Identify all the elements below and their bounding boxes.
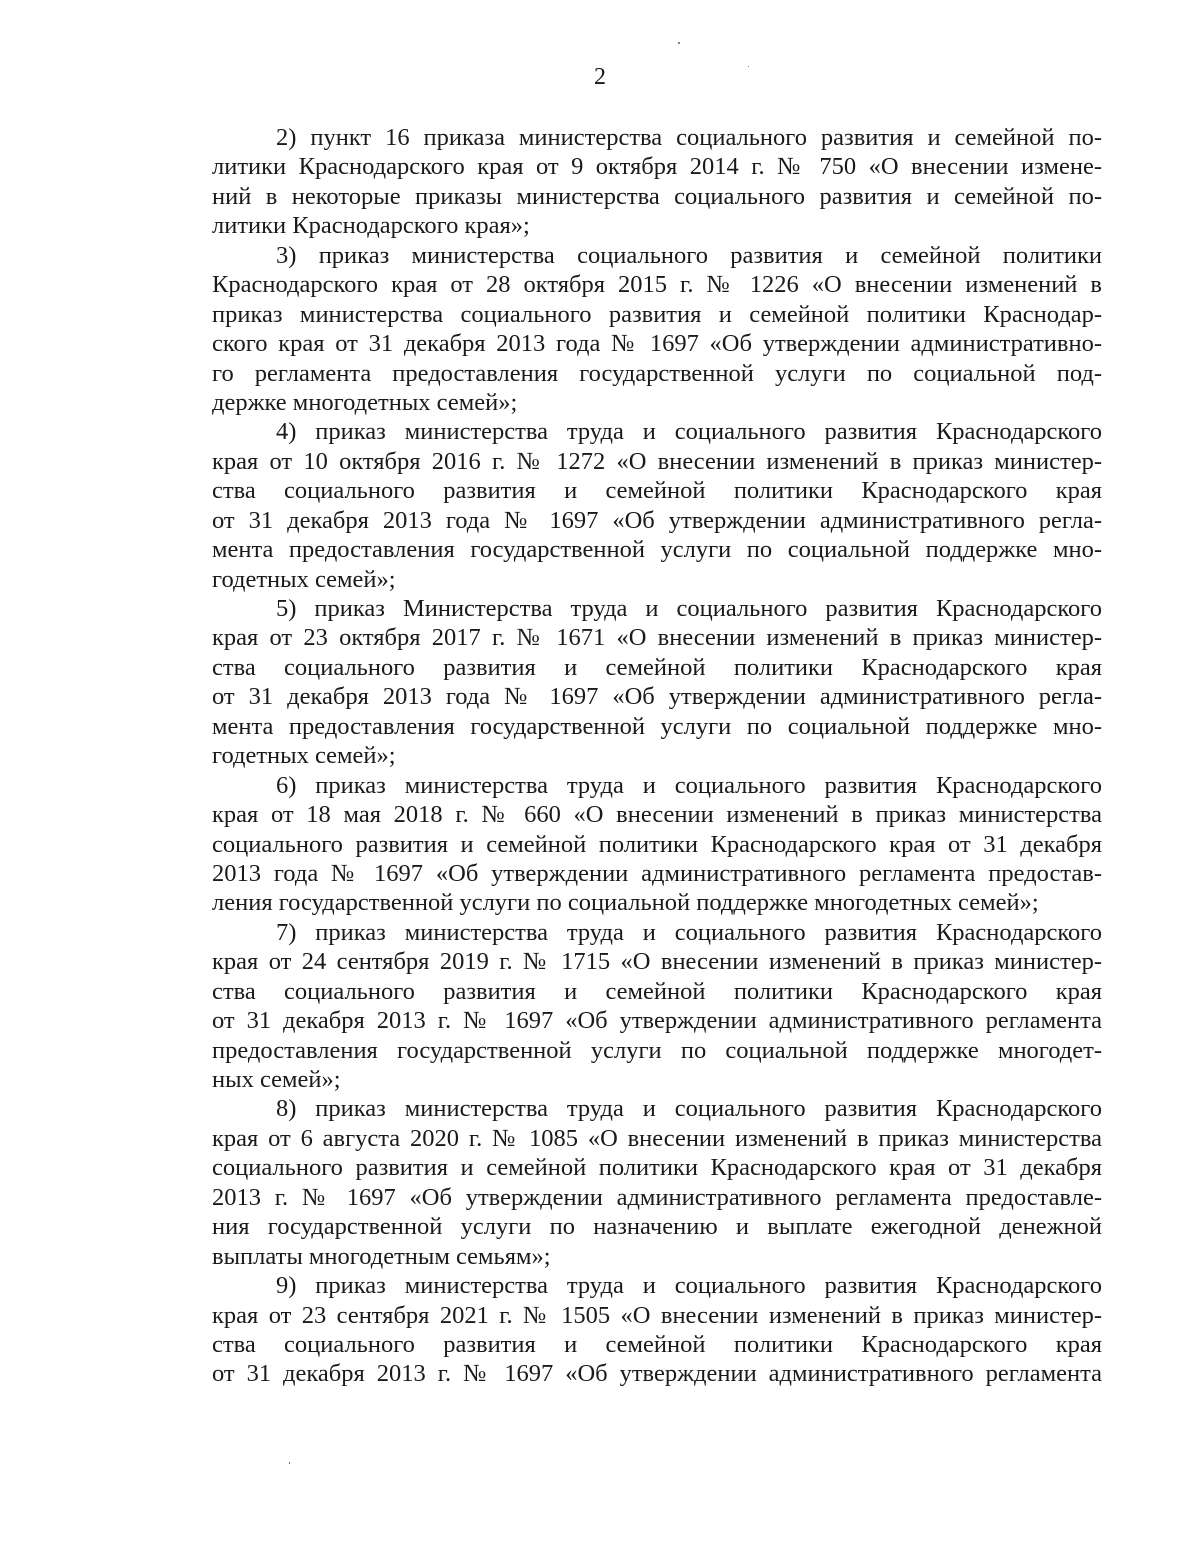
- text-line: 5) приказ Министерства труда и социального развития Краснодарского: [276, 595, 1102, 622]
- text-line: 9) приказ министерства труда и социального развития Краснодарского: [276, 1272, 1102, 1300]
- text-line: ства социального развития и семейной политики Краснодарского края: [212, 653, 1102, 681]
- text-line: края от 6 августа 2020 г. № 1085 «О внесении изменений в приказ министерства: [212, 1124, 1102, 1152]
- scan-speck: [678, 42, 680, 44]
- list-item-2: [212, 123, 1102, 241]
- text-line: края от 23 сентября 2021 г. № 1505 «О внесении изменений в приказ министер-: [212, 1301, 1102, 1329]
- list-item-9: [212, 1271, 1102, 1389]
- text-line: 7) приказ министерства труда и социального развития Краснодарского: [276, 918, 1102, 946]
- text-line: 2) пункт 16 приказа министерства социального развития и семейной по-: [276, 124, 1102, 151]
- text-line: от 31 декабря 2013 года № 1697 «Об утверждении административного регла-: [212, 683, 1102, 711]
- text-line: от 31 декабря 2013 г. № 1697 «Об утверждении административного регламента: [212, 1007, 1102, 1035]
- text-line: литики Краснодарского края»;: [212, 212, 530, 240]
- text-line: 2013 года № 1697 «Об утверждении административного регламента предостав-: [212, 859, 1102, 887]
- list-item-3: [212, 241, 1102, 418]
- list-item-4: [212, 417, 1102, 594]
- text-line: предоставления государственной услуги по социальной поддержке многодет-: [212, 1036, 1102, 1064]
- text-line: мента предоставления государственной услуги по социальной поддержке мно-: [212, 536, 1102, 564]
- text-line: от 31 декабря 2013 г. № 1697 «Об утверждении административного регламента: [212, 1360, 1102, 1388]
- text-line: годетных семей»;: [212, 565, 396, 593]
- text-line: 4) приказ министерства труда и социального развития Краснодарского: [276, 418, 1102, 446]
- page-number: 2: [594, 64, 606, 90]
- text-line: 2013 г. № 1697 «Об утверждении административного регламента предоставле-: [212, 1183, 1102, 1211]
- text-line: мента предоставления государственной услуги по социальной поддержке мно-: [212, 712, 1102, 740]
- text-line: ления государственной услуги по социальной поддержке многодетных семей»;: [212, 889, 1039, 917]
- list-item-8: [212, 1094, 1102, 1271]
- text-line: годетных семей»;: [212, 742, 396, 770]
- text-line: ства социального развития и семейной политики Краснодарского края: [212, 977, 1102, 1005]
- text-line: 3) приказ министерства социального развития и семейной политики: [276, 241, 1102, 269]
- text-line: ных семей»;: [212, 1066, 341, 1093]
- document-body: [212, 123, 1102, 1389]
- text-line: 6) приказ министерства труда и социального развития Краснодарского: [276, 771, 1102, 799]
- text-line: выплаты многодетным семьям»;: [212, 1242, 551, 1270]
- list-item-5: [212, 594, 1102, 771]
- text-line: края от 23 октября 2017 г. № 1671 «О внесении изменений в приказ министер-: [212, 624, 1102, 652]
- text-line: края от 18 мая 2018 г. № 660 «О внесении изменений в приказ министерства: [212, 801, 1102, 829]
- text-line: приказ министерства социального развития и семейной политики Краснодар-: [212, 300, 1102, 328]
- text-line: ства социального развития и семейной политики Краснодарского края: [212, 477, 1102, 505]
- text-line: социального развития и семейной политики Краснодарского края от 31 декабря: [212, 1154, 1102, 1182]
- text-line: 8) приказ министерства труда и социального развития Краснодарского: [276, 1095, 1102, 1123]
- text-line: социального развития и семейной политики Краснодарского края от 31 декабря: [212, 830, 1102, 858]
- text-line: Краснодарского края от 28 октября 2015 г. № 1226 «О внесении изменений в: [212, 271, 1102, 299]
- scan-speck: [289, 1462, 290, 1464]
- text-line: ний в некоторые приказы министерства социального развития и семейной по-: [212, 182, 1102, 210]
- text-line: ства социального развития и семейной политики Краснодарского края: [212, 1330, 1102, 1358]
- list-item-7: [212, 918, 1102, 1095]
- text-line: держке многодетных семей»;: [212, 388, 518, 416]
- text-line: ния государственной услуги по назначению и выплате ежегодной денежной: [212, 1213, 1102, 1241]
- list-item-6: [212, 771, 1102, 918]
- text-line: го регламента предоставления государственной услуги по социальной под-: [212, 359, 1102, 387]
- text-line: ского края от 31 декабря 2013 года № 1697 «Об утверждении административно-: [212, 330, 1102, 358]
- scan-speck: [748, 66, 749, 67]
- text-line: края от 10 октября 2016 г. № 1272 «О внесении изменений в приказ министер-: [212, 447, 1102, 475]
- text-line: от 31 декабря 2013 года № 1697 «Об утверждении административного регла-: [212, 506, 1102, 534]
- text-line: литики Краснодарского края от 9 октября 2014 г. № 750 «О внесении измене-: [212, 153, 1102, 181]
- text-line: края от 24 сентября 2019 г. № 1715 «О внесении изменений в приказ министер-: [212, 948, 1102, 976]
